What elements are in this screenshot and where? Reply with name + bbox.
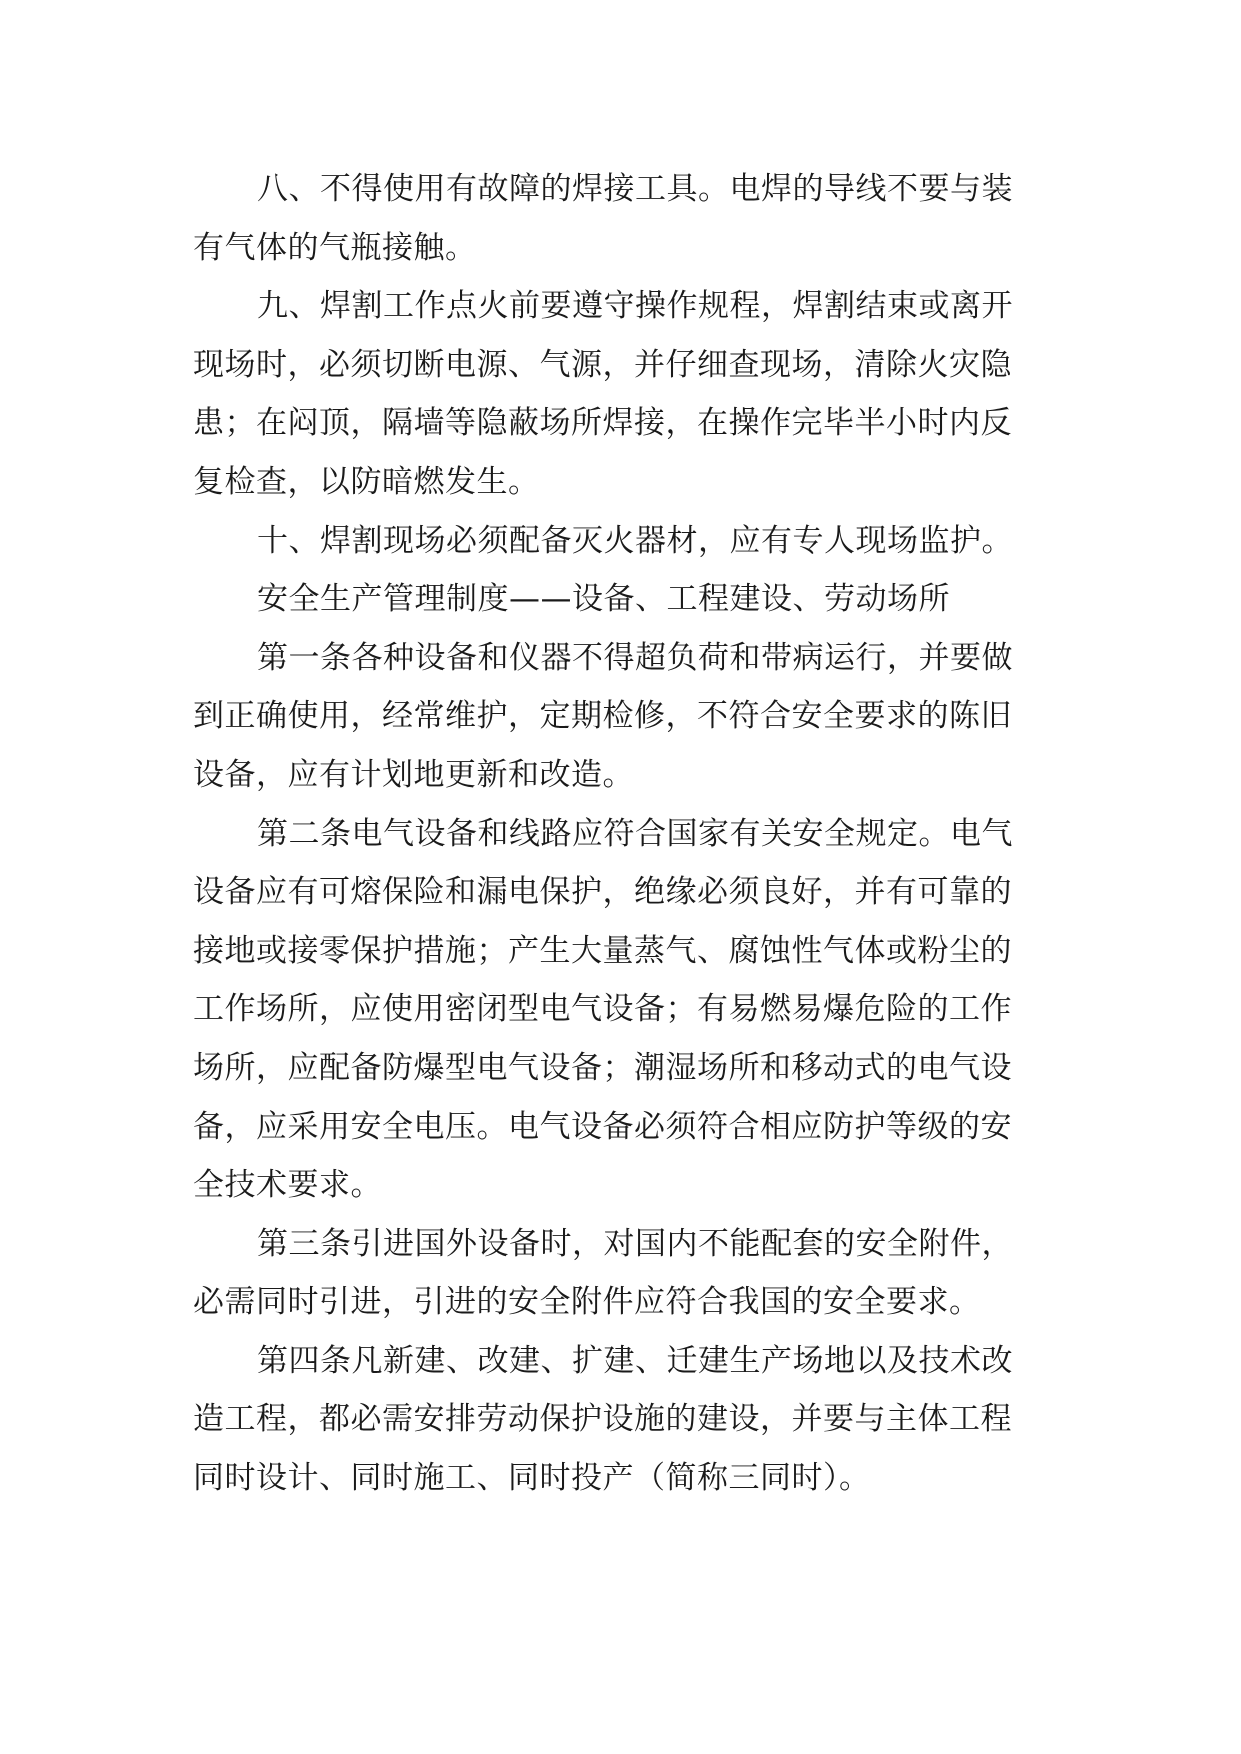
text-line: 备，应采用安全电压。电气设备必须符合相应防护等级的安 [193, 1108, 1012, 1145]
text-line: 第一条各种设备和仪器不得超负荷和带病运行，并要做 [257, 639, 1013, 676]
text-line: 有气体的气瓶接触。 [193, 229, 477, 266]
text-line: 复检查，以防暗燃发生。 [193, 463, 540, 500]
text-line: 到正确使用，经常维护，定期检修，不符合安全要求的陈旧 [193, 698, 1012, 735]
text-line: 接地或接零保护措施；产生大量蒸气、腐蚀性气体或粉尘的 [193, 932, 1012, 969]
text-line: 设备应有可熔保险和漏电保护，绝缘必须良好，并有可靠的 [193, 874, 1012, 911]
text-line: 安全生产管理制度——设备、工程建设、劳动场所 [257, 581, 950, 618]
text-line: 同时设计、同时施工、同时投产（简称三同时）。 [193, 1460, 871, 1497]
text-line: 九、焊割工作点火前要遵守操作规程，焊割结束或离开 [257, 288, 1013, 325]
text-line: 患；在闷顶，隔墙等隐蔽场所焊接，在操作完毕半小时内反 [193, 405, 1012, 442]
text-line: 第四条凡新建、改建、扩建、迁建生产场地以及技术改 [257, 1342, 1013, 1379]
text-line: 十、焊割现场必须配备灭火器材，应有专人现场监护。 [257, 522, 1013, 559]
document-body [193, 160, 1055, 1508]
text-line: 全技术要求。 [193, 1167, 382, 1204]
text-line: 八、不得使用有故障的焊接工具。电焊的导线不要与装 [257, 171, 1013, 207]
text-line: 工作场所，应使用密闭型电气设备；有易燃易爆危险的工作 [193, 991, 1012, 1028]
text-line: 造工程，都必需安排劳动保护设施的建设，并要与主体工程 [193, 1401, 1012, 1438]
text-line: 场所，应配备防爆型电气设备；潮湿场所和移动式的电气设 [193, 1049, 1012, 1086]
text-line: 第二条电气设备和线路应符合国家有关安全规定。电气 [257, 815, 1013, 852]
text-line: 必需同时引进，引进的安全附件应符合我国的安全要求。 [193, 1284, 981, 1321]
text-line: 设备，应有计划地更新和改造。 [193, 756, 634, 793]
text-line: 第三条引进国外设备时，对国内不能配套的安全附件， [257, 1225, 1013, 1262]
text-line: 现场时，必须切断电源、气源，并仔细查现场，清除火灾隐 [193, 346, 1012, 383]
